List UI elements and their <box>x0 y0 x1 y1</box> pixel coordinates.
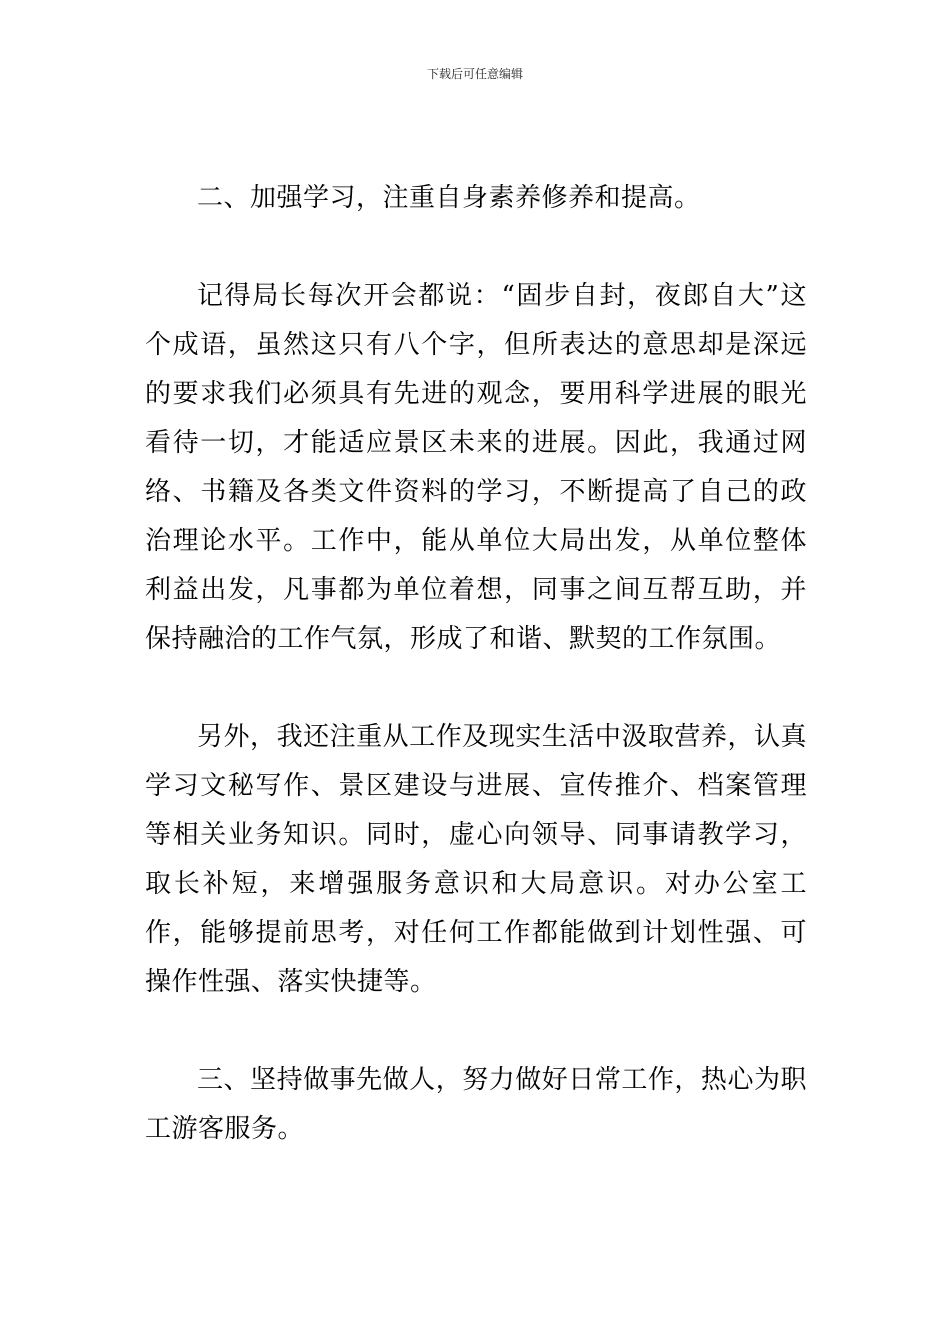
header-note: 下载后可任意编辑 <box>426 67 523 81</box>
paragraph-gap <box>145 664 807 713</box>
document-body <box>145 174 807 1154</box>
paragraph-gap <box>145 223 807 272</box>
paragraph-learning: 记得局长每次开会都说：“固步自封，夜郎自大”这个成语，虽然这只有八个字，但所表达的意思却是深远的要求我们必须具有先进的观念，要用科学进展的眼光看待一切，才能适应景区未来的进展。因此，我通过网络、书籍及各类文件资料的学习，不断提高了自己的政治理论水平。工作中，能从单位大局出发，从单位整体利益出发，凡事都为单位着想，同事之间互帮互助，并保持融洽的工作气氛，形成了和谐、默契的工作氛围。 <box>145 281 807 654</box>
section-heading-3: 三、坚持做事先做人，努力做好日常工作，热心为职工游客服务。 <box>145 1065 807 1144</box>
paragraph-additionally: 另外，我还注重从工作及现实生活中汲取营养，认真学习文秘写作、景区建设与进展、宣传推介、档案管理等相关业务知识。同时，虚心向领导、同事请教学习，取长补短，来增强服务意识和大局意识。对办公室工作，能够提前思考，对任何工作都能做到计划性强、可操作性强、落实快捷等。 <box>145 722 807 997</box>
paragraph-gap <box>145 1007 807 1056</box>
section-heading-2: 二、加强学习，注重自身素养修养和提高。 <box>197 183 701 213</box>
